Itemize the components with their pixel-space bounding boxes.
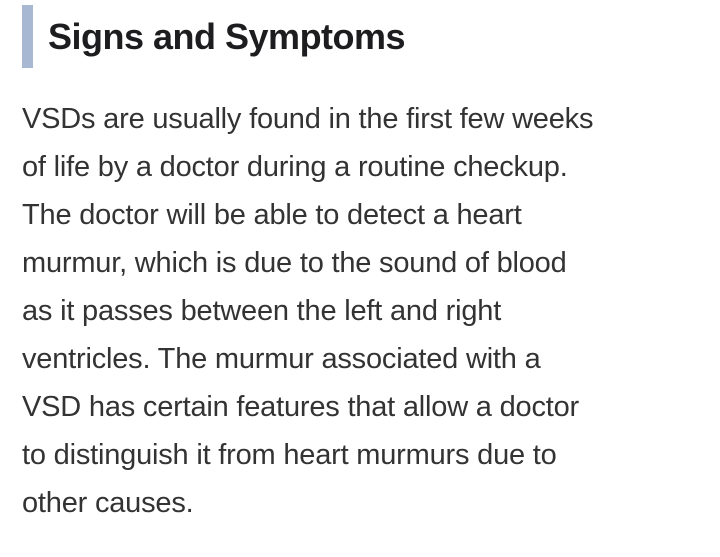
section-heading: Signs and Symptoms xyxy=(48,16,406,57)
paragraph-line: The doctor will be able to detect a heart xyxy=(22,199,522,231)
paragraph-line: to distinguish it from heart murmurs due to xyxy=(22,439,557,471)
section-heading-row xyxy=(22,5,700,68)
body-paragraph xyxy=(22,95,700,527)
paragraph-line: of life by a doctor during a routine checkup. xyxy=(22,151,568,183)
paragraph-line: other causes. xyxy=(22,487,194,519)
paragraph-line: VSD has certain features that allow a doctor xyxy=(22,391,579,423)
paragraph-line: murmur, which is due to the sound of blood xyxy=(22,247,567,279)
paragraph-line: as it passes between the left and right xyxy=(22,295,502,327)
paragraph-line: ventricles. The murmur associated with a xyxy=(22,343,541,375)
paragraph-line: VSDs are usually found in the first few weeks xyxy=(22,103,594,135)
heading-accent-bar xyxy=(22,5,33,68)
